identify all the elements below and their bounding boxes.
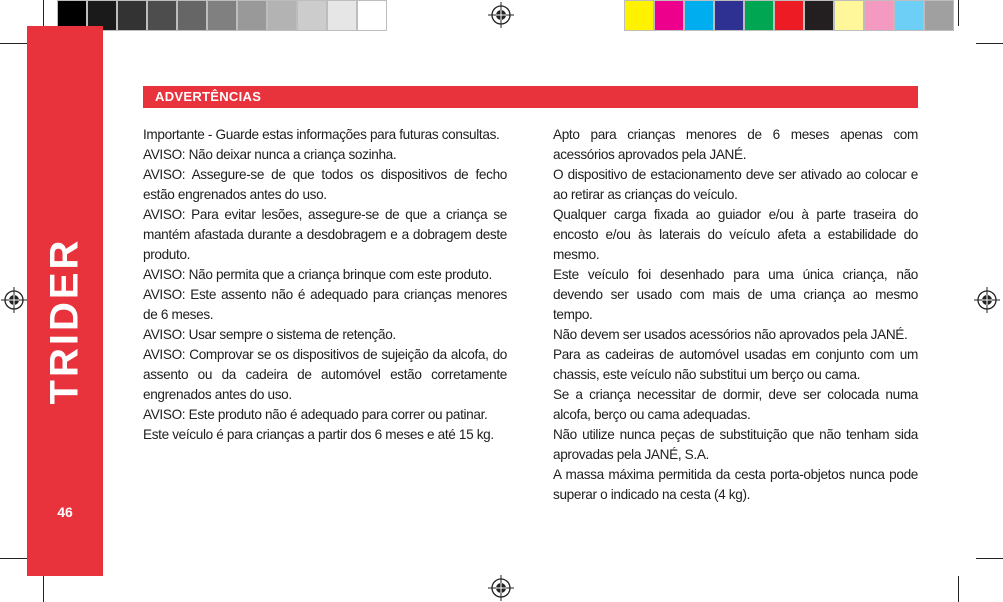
color-swatch [684, 0, 714, 31]
paragraph: AVISO: Comprovar se os dispositivos de sujeição da alcofa, do assento ou da cadeira de automóvel estão corretamente engrenados antes do uso. [143, 347, 507, 402]
paragraph: AVISO: Assegure-se de que todos os dispositivos de fecho estão engrenados antes do uso. [143, 167, 507, 202]
paragraph: Para as cadeiras de automóvel usadas em conjunto com um chassis, este veículo não substitui um berço ou cama. [553, 347, 918, 382]
crop-mark [958, 576, 959, 602]
color-swatch [177, 0, 207, 31]
color-swatch [924, 0, 954, 31]
color-swatch [207, 0, 237, 31]
registration-mark-icon [1, 287, 27, 313]
paragraph: Importante - Guarde estas informações para futuras consultas. [143, 127, 500, 142]
color-swatch [654, 0, 684, 31]
paragraph: AVISO: Usar sempre o sistema de retenção. [143, 327, 396, 342]
registration-mark-icon [974, 287, 1000, 313]
paragraph: Apto para crianças menores de 6 meses apenas com acessórios aprovados pela JANÉ. [553, 127, 918, 162]
cmyk-color-bar [624, 0, 954, 31]
grayscale-color-bar [57, 0, 387, 31]
crop-mark [43, 576, 44, 602]
color-swatch [744, 0, 774, 31]
color-swatch [357, 0, 387, 31]
crop-mark [0, 558, 27, 559]
paragraph: Se a criança necessitar de dormir, deve ser colocada numa alcofa, berço ou cama adequadas. [553, 387, 918, 422]
paragraph: AVISO: Não permita que a criança brinque com este produto. [143, 267, 492, 282]
left-text-column [143, 125, 507, 445]
registration-mark-icon [488, 2, 514, 28]
color-swatch [267, 0, 297, 31]
section-title: ADVERTÊNCIAS [155, 89, 262, 104]
paragraph: Este veículo é para crianças a partir dos 6 meses e até 15 kg. [143, 427, 494, 442]
color-swatch [624, 0, 654, 31]
page-number: 46 [57, 504, 73, 520]
crop-mark [43, 0, 44, 26]
color-swatch [864, 0, 894, 31]
color-swatch [804, 0, 834, 31]
paragraph: AVISO: Este produto não é adequado para correr ou patinar. [143, 407, 488, 422]
brand-title: TRIDER [42, 237, 87, 405]
color-swatch [297, 0, 327, 31]
paragraph: A massa máxima permitida da cesta porta-objetos nunca pode superar o indicado na cesta (4 kg). [553, 467, 918, 502]
crop-mark [976, 558, 1003, 559]
color-swatch [237, 0, 267, 31]
color-swatch [327, 0, 357, 31]
color-swatch [774, 0, 804, 31]
paragraph: Não utilize nunca peças de substituição que não tenham sida aprovadas pela JANÉ, S.A. [553, 427, 918, 462]
crop-mark [0, 43, 27, 44]
registration-mark-icon [488, 575, 514, 601]
paragraph: Não devem ser usados acessórios não aprovados pela JANÉ. [553, 327, 908, 342]
color-swatch [147, 0, 177, 31]
paragraph: Este veículo foi desenhado para uma única criança, não devendo ser usado com mais de uma criança ao mesmo tempo. [553, 267, 918, 322]
section-header-bar [143, 86, 918, 108]
color-swatch [714, 0, 744, 31]
paragraph: AVISO: Não deixar nunca a criança sozinha. [143, 147, 397, 162]
right-text-column [553, 125, 918, 505]
paragraph: Qualquer carga fixada ao guiador e/ou à parte traseira do encosto e/ou às laterais do veículo afeta a estabilidade do mesmo. [553, 207, 918, 262]
crop-mark [976, 43, 1003, 44]
color-swatch [117, 0, 147, 31]
paragraph: AVISO: Este assento não é adequado para crianças menores de 6 meses. [143, 287, 507, 322]
paragraph: AVISO: Para evitar lesões, assegure-se de que a criança se mantém afastada durante a desdobragem e a dobragem deste produto. [143, 207, 507, 262]
crop-mark [958, 0, 959, 26]
paragraph: O dispositivo de estacionamento deve ser ativado ao colocar e ao retirar as crianças do veículo. [553, 167, 918, 202]
brand-sidebar [27, 26, 103, 576]
color-swatch [894, 0, 924, 31]
color-swatch [834, 0, 864, 31]
